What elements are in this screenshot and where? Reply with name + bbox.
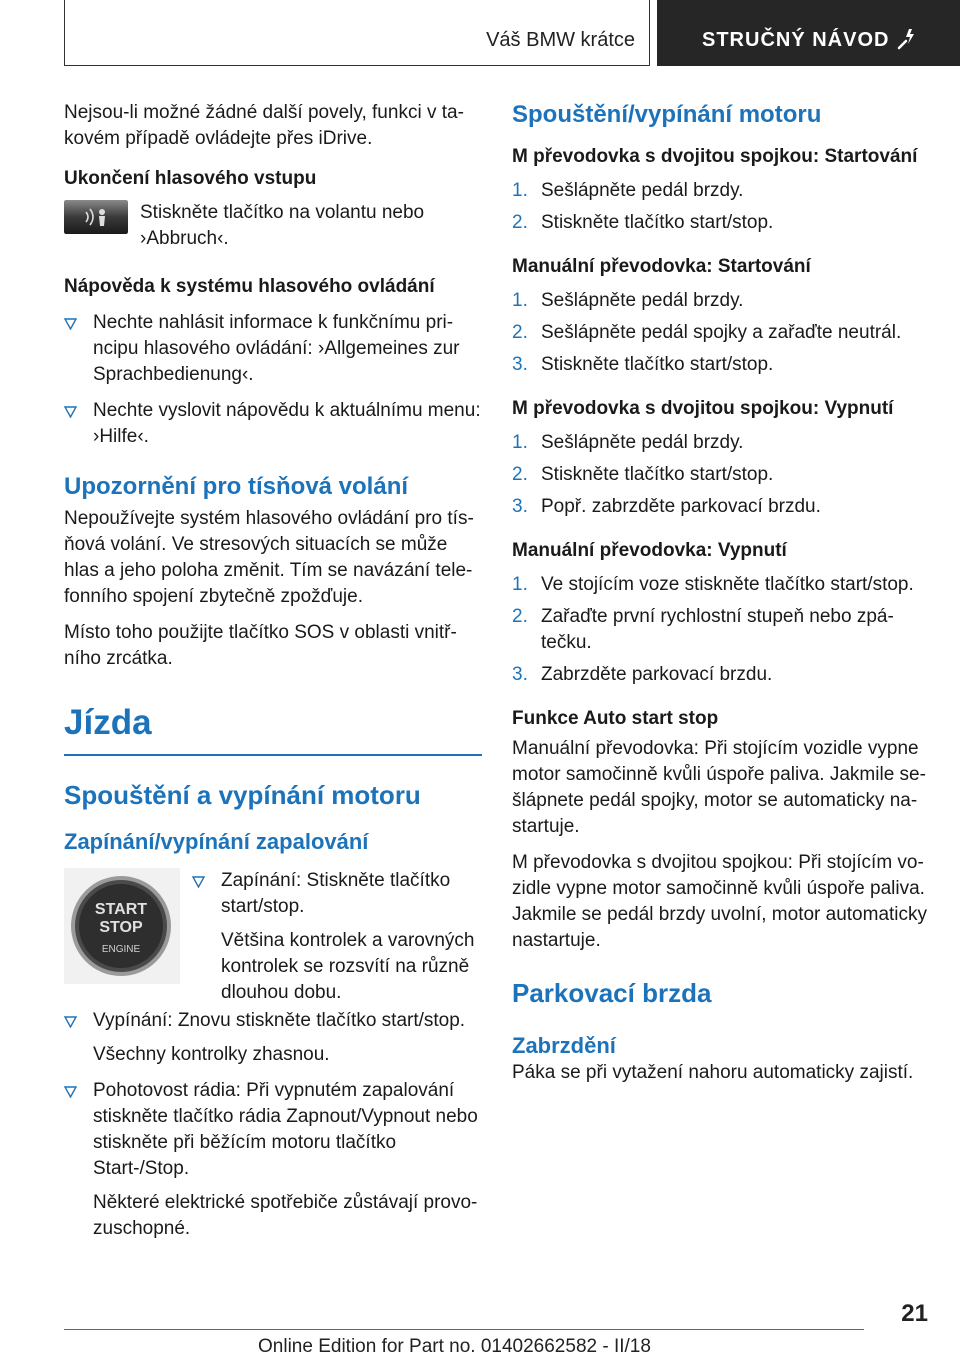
help-item-text: Nechte vyslovit nápovědu k aktuálnímu menu: ›Hilfe‹. (93, 400, 481, 447)
right-column (512, 100, 930, 1086)
list-item (192, 868, 482, 1006)
ignition-on-list (192, 868, 482, 1016)
list-item (512, 352, 930, 378)
list-item (64, 1008, 482, 1068)
stop-label: STOP (99, 919, 143, 936)
apply-brake-heading: Zabrzdění (512, 1033, 616, 1058)
end-voice-text: Stiskněte tlačítko na volantu nebo ›Abbruch‹. (140, 202, 425, 249)
ignition-block (64, 868, 482, 1008)
radio-ready-text: Pohotovost rádia: Při vypnutém zapalování stiskněte tlačítko rádia Zapnout/Vypnout nebo stiskněte při běžícím motoru tlačítko Start-/Stop. (93, 1080, 478, 1179)
step-text: Sešlápněte pedál brzdy. (541, 180, 744, 201)
manual-start-steps (512, 288, 930, 378)
header-title: STRUČNÝ NÁVOD (702, 29, 890, 51)
help-heading: Nápověda k systému hlasového ovládání (64, 276, 435, 297)
emergency-paragraph-1: Nepoužívejte systém hlasového ovládání pro tís-ňová volání. Ve stresových situacích se může hlas a jeho poloha změnit. Tím se navázání tele-fonního spojení zbytečně zpožďuje. (64, 508, 474, 607)
step-number: 2. (512, 322, 528, 343)
step-text: Zabrzděte parkovací brzdu. (541, 664, 773, 685)
apply-brake-text: Páka se při vytažení nahoru automaticky zajistí. (512, 1062, 914, 1083)
step-number: 3. (512, 664, 528, 685)
step-number: 1. (512, 290, 528, 311)
start-stop-button-image (64, 868, 180, 984)
dct-stop-heading: M převodovka s dvojitou spojkou: Vypnutí (512, 398, 894, 419)
left-column (64, 100, 482, 1252)
ignition-heading: Zapínání/vypínání zapalování (64, 829, 369, 854)
autostart-paragraph-1: Manuální převodovka: Při stojícím vozidle vypne motor samočinně kvůli úspoře paliva. Jakmile se-šlápnete pedál spojky, motor se automaticky na-startuje. (512, 738, 926, 837)
step-number: 1. (512, 574, 528, 595)
ignition-on-text: Zapínání: Stiskněte tlačítko start/stop. (221, 870, 451, 917)
list-item (64, 310, 482, 388)
ignition-off-note: Všechny kontrolky zhasnou. (93, 1044, 330, 1065)
emergency-heading: Upozornění pro tísňová volání (64, 473, 409, 500)
help-list (64, 310, 482, 450)
ignition-on-note: Většina kontrolek a varovných kontrolek se rozsvítí na různě dlouhou dobu. (221, 930, 475, 1003)
manual-start-heading: Manuální převodovka: Startování (512, 256, 811, 277)
list-item (512, 662, 930, 688)
header-title-box (657, 0, 960, 66)
step-text: Zařaďte první rychlostní stupeň nebo zpá-tečku. (541, 606, 894, 653)
step-number: 2. (512, 464, 528, 485)
step-number: 1. (512, 432, 528, 453)
autostart-heading: Funkce Auto start stop (512, 708, 719, 729)
list-item (512, 604, 930, 656)
parking-brake-heading: Parkovací brzda (512, 978, 712, 1008)
manual-stop-heading: Manuální převodovka: Vypnutí (512, 540, 787, 561)
list-item (512, 288, 930, 314)
header-section-box (64, 0, 650, 66)
step-text: Ve stojícím voze stiskněte tlačítko start/stop. (541, 574, 914, 595)
triangle-bullet-icon (64, 1016, 77, 1028)
step-number: 3. (512, 496, 528, 517)
list-item (512, 462, 930, 488)
list-item (512, 494, 930, 520)
list-item (512, 210, 930, 236)
list-item (64, 398, 482, 450)
step-text: Stiskněte tlačítko start/stop. (541, 464, 774, 485)
engine-label: ENGINE (101, 944, 141, 955)
chapter-rule (64, 754, 482, 756)
manual-stop-steps (512, 572, 930, 688)
autostart-paragraph-2: M převodovka s dvojitou spojkou: Při stojícím vo-zidle vypne motor samočinně kvůli úspoře paliva. Jakmile se pedál brzdy uvolní, motor automaticky nastartuje. (512, 852, 928, 951)
footer-edition: Online Edition for Part no. 01402662582 - II/18 (258, 1336, 651, 1357)
dct-start-heading: M převodovka s dvojitou spojkou: Startování (512, 146, 918, 167)
triangle-bullet-icon (192, 876, 205, 888)
start-label: START (94, 901, 148, 918)
step-text: Stiskněte tlačítko start/stop. (541, 354, 774, 375)
step-text: Stiskněte tlačítko start/stop. (541, 212, 774, 233)
radio-ready-note: Některé elektrické spotřebiče zůstávají provo-zuschopné. (93, 1192, 478, 1239)
step-text: Sešlápněte pedál spojky a zařaďte neutrál. (541, 322, 902, 343)
step-number: 2. (512, 212, 528, 233)
step-number: 1. (512, 180, 528, 201)
page-number: 21 (901, 1300, 928, 1327)
drive-chapter-title: Jízda (64, 703, 152, 742)
dct-stop-steps (512, 430, 930, 520)
engine-section-heading: Spouštění a vypínání motoru (64, 780, 421, 810)
header-section-label: Váš BMW krátce (486, 29, 635, 51)
ignition-off-list (64, 1008, 482, 1242)
triangle-bullet-icon (64, 406, 77, 418)
step-text: Sešlápněte pedál brzdy. (541, 432, 744, 453)
end-voice-block (64, 200, 482, 274)
list-item (512, 178, 930, 204)
step-text: Sešlápněte pedál brzdy. (541, 290, 744, 311)
triangle-bullet-icon (64, 1086, 77, 1098)
dct-start-steps (512, 178, 930, 236)
list-item (512, 572, 930, 598)
step-text: Popř. zabrzděte parkovací brzdu. (541, 496, 821, 517)
end-voice-heading: Ukončení hlasového vstupu (64, 168, 317, 189)
intro-paragraph: Nejsou-li možné žádné další povely, funkci v ta-kovém případě ovládejte přes iDrive. (64, 102, 464, 149)
footer-rule (64, 1329, 864, 1330)
help-item-text: Nechte nahlásit informace k funkčnímu pri-ncipu hlasového ovládání: ›Allgemeines zur Sprachbedienung‹. (93, 312, 460, 385)
ignition-off-text: Vypínání: Znovu stiskněte tlačítko start/stop. (93, 1010, 466, 1031)
emergency-paragraph-2: Místo toho použijte tlačítko SOS v oblasti vnitř-ního zrcátka. (64, 622, 457, 669)
list-item (512, 320, 930, 346)
step-number: 3. (512, 354, 528, 375)
engine-start-stop-heading: Spouštění/vypínání motoru (512, 101, 822, 128)
triangle-bullet-icon (64, 318, 77, 330)
step-number: 2. (512, 606, 528, 627)
list-item (64, 1078, 482, 1242)
voice-button-icon (64, 200, 128, 234)
quick-guide-icon (897, 28, 919, 50)
list-item (512, 430, 930, 456)
